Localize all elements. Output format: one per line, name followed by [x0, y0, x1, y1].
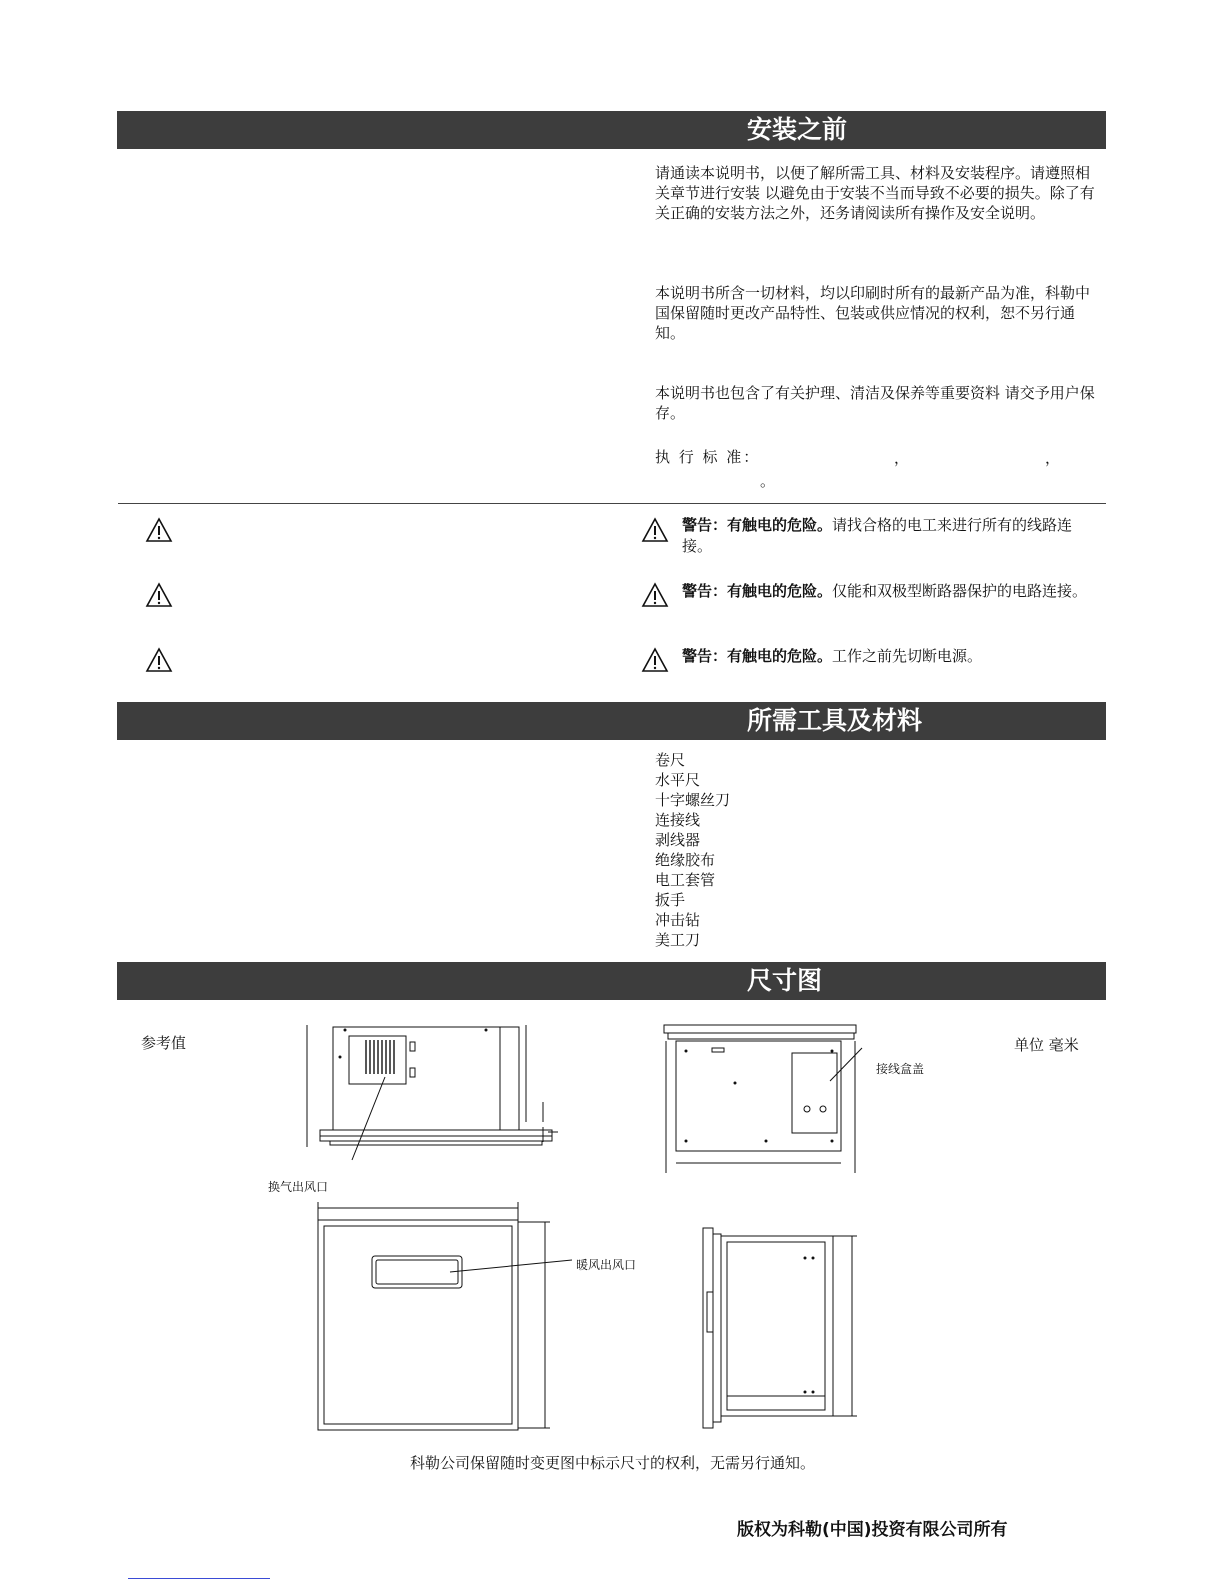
warning-3-text: 工作之前先切断电源。 [832, 647, 983, 665]
warning-3-bold: 警告：有触电的危险。 [682, 647, 833, 665]
junction-cover-label: 接线盒盖 [876, 1062, 925, 1076]
tool-item: 扳手 [655, 891, 686, 909]
unit-label: 单位 毫米 [1014, 1036, 1079, 1054]
intro-paragraph-3: 本说明书也包含了有关护理、清洁及保养等重要资料 请交予用户保存。 [655, 384, 1095, 422]
section-title-dimensions: 尺寸图 [747, 966, 823, 995]
intro-paragraph-2: 本说明书所含一切材料，均以印刷时所有的最新产品为准，科勒中国保留随时更改产品特性、包装或供应情况的权利，恕不另行通知。 [655, 284, 1091, 342]
section-bar-tools [117, 702, 1106, 740]
footer-underline [128, 1578, 270, 1579]
panel-view-drawing [310, 1200, 580, 1435]
warning-icon [145, 582, 173, 608]
warning-icon [145, 517, 173, 543]
tool-item: 水平尺 [655, 771, 701, 789]
standard-label: 执 行 标 准： [655, 448, 761, 466]
warning-2-text: 仅能和双极型断路器保护的电路连接。 [832, 582, 1088, 600]
tool-item: 美工刀 [655, 931, 701, 949]
profile-view-drawing [697, 1222, 872, 1432]
warning-icon [641, 582, 669, 608]
standard-separator-2: ， [1045, 449, 1061, 467]
intro-paragraph-1: 请通读本说明书，以便了解所需工具、材料及安装程序。请遵照相关章节进行安装 以避免由于安装不当而导致不必要的损失。除了有关正确的安装方法之外，还务请阅读所有操作及安全说明。 [655, 164, 1095, 222]
section-bar-install [117, 111, 1106, 149]
standard-end: 。 [760, 472, 776, 490]
tool-item: 电工套管 [655, 871, 716, 889]
side-view-drawing [300, 1022, 565, 1172]
warning-icon [641, 517, 669, 543]
warning-1-text: 请找合格的电工来进行所有的线路连接。 [682, 516, 1073, 555]
tool-item: 剥线器 [655, 831, 701, 849]
warning-2 [682, 581, 1097, 602]
section-bar-dimensions [117, 962, 1106, 1000]
tool-item: 十字螺丝刀 [655, 791, 731, 809]
warning-1-bold: 警告：有触电的危险。 [682, 516, 833, 534]
warning-1 [682, 515, 1097, 557]
section-title-tools: 所需工具及材料 [747, 706, 923, 735]
reference-label: 参考值 [141, 1034, 187, 1052]
warning-icon [641, 647, 669, 673]
section-title-install: 安装之前 [747, 115, 848, 144]
warning-icon [145, 647, 173, 673]
tool-item: 卷尺 [655, 751, 686, 769]
warm-outlet-label: 暖风出风口 [576, 1258, 637, 1272]
copyright-notice: 版权为科勒(中国)投资有限公司所有 [737, 1520, 1008, 1540]
tool-item: 连接线 [655, 811, 701, 829]
dimension-footnote: 科勒公司保留随时变更图中标示尺寸的权利，无需另行通知。 [409, 1454, 815, 1472]
warning-2-bold: 警告：有触电的危险。 [682, 582, 833, 600]
warning-3 [682, 646, 1097, 667]
standard-separator-1: ， [894, 449, 910, 467]
tool-item: 冲击钻 [655, 911, 701, 929]
front-view-drawing [662, 1023, 867, 1195]
divider [118, 503, 1106, 504]
exhaust-outlet-label: 换气出风口 [268, 1180, 329, 1194]
tool-item: 绝缘胶布 [655, 851, 716, 869]
